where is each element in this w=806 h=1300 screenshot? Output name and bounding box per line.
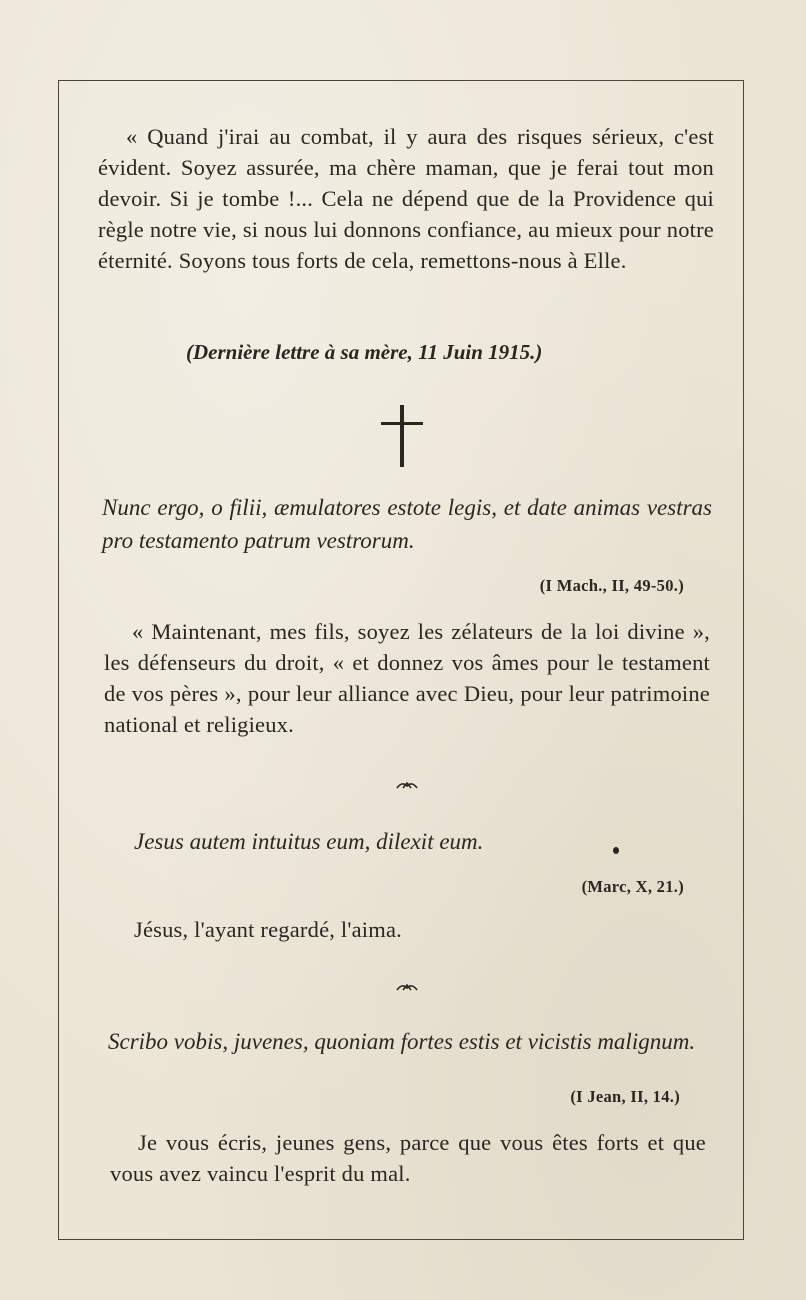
french-passage-2: Jésus, l'ayant regardé, l'aima.: [134, 917, 402, 942]
french-passage-3: Je vous écris, jeunes gens, parce que vous êtes forts et que vous avez vaincu l'esprit du mal.: [110, 1130, 706, 1186]
letter-quote: « Quand j'irai au combat, il y aura des risques sérieux, c'est évident. Soyez assurée, ma chère maman, que je ferai tout mon devoir. Si je tombe !... Cela ne dépend que de la Providence qui règle notre vie, si nous lui donnons confiance, au mieux pour notre éternité. Soyons tous forts de cela, remettons-nous à Elle.: [98, 124, 714, 273]
letter-caption: (Dernière lettre à sa mère, 11 Juin 1915.): [186, 340, 543, 364]
latin-passage-1: Nunc ergo, o filii, æmulatores estote legis, et date animas vestras pro testamento patrum vestrorum.: [102, 495, 712, 553]
reference-1: (I Mach., II, 49-50.): [539, 576, 684, 595]
reference-3: (I Jean, II, 14.): [570, 1087, 680, 1106]
latin-passage-2: Jesus autem intuitus eum, dilexit eum.: [134, 829, 484, 854]
fleuron-ornament-icon: [396, 982, 418, 992]
latin-passage-3: Scribo vobis, juvenes, quoniam fortes estis et vicistis malignum.: [108, 1029, 696, 1054]
french-passage-1: « Maintenant, mes fils, soyez les zélateurs de la loi divine », les défenseurs du droit, « et donnez vos âmes pour le testament de vos pères », pour leur alliance avec Dieu, pour leur patrimoine national et religieux.: [104, 619, 710, 737]
latin-cross-icon: [381, 405, 423, 467]
fleuron-ornament-icon: [396, 780, 418, 790]
ink-dot: [613, 847, 619, 854]
reference-2: (Marc, X, 21.): [581, 877, 684, 896]
